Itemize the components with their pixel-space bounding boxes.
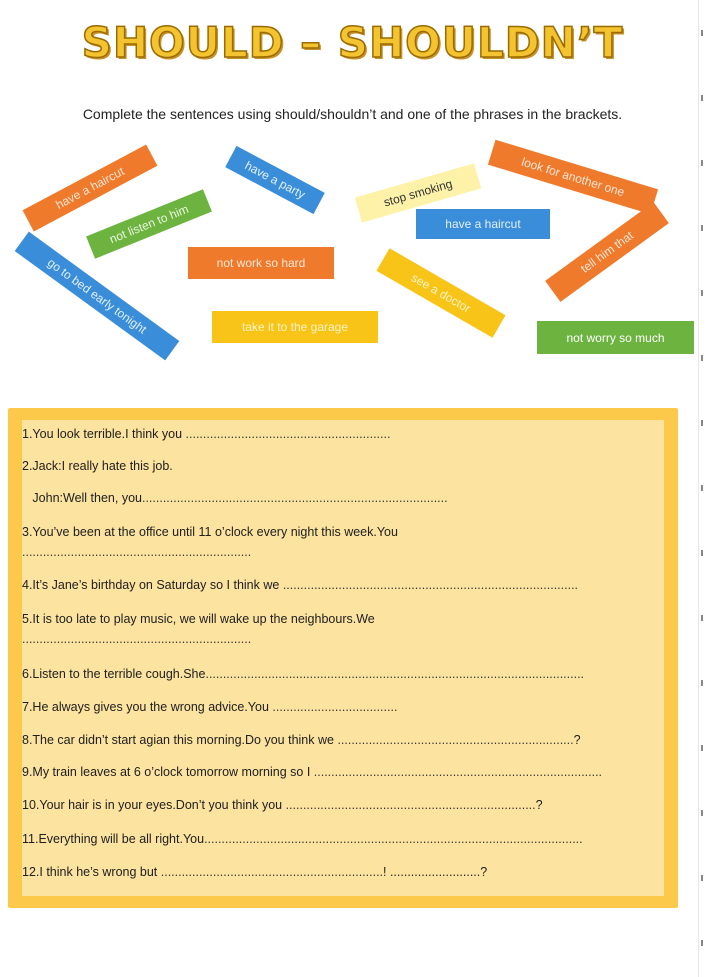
sentence-line: 1.You look terrible.I think you ...........................................................	[22, 427, 391, 441]
edge-mark	[701, 95, 703, 101]
edge-mark	[701, 875, 703, 881]
sentence-line: 4.It’s Jane’s birthday on Saturday so I think we .....................................................................................	[22, 578, 579, 592]
edge-mark	[701, 355, 703, 361]
phrase-tag: tell him that	[545, 202, 669, 302]
edge-mark	[701, 680, 703, 686]
edge-mark	[701, 160, 703, 166]
phrase-tag: not listen to him	[86, 189, 212, 258]
phrase-tag: not work so hard	[188, 247, 334, 279]
sentence-line: 2.Jack:I really hate this job.	[22, 459, 173, 473]
phrase-tag: have a party	[225, 146, 325, 214]
instruction-text: Complete the sentences using should/shouldn’t and one of the phrases in the brackets.	[82, 106, 623, 122]
phrase-tag: stop smoking	[355, 163, 481, 222]
sentence-line: 8.The car didn’t start agian this morning.Do you think we ....................................................................?	[22, 733, 581, 747]
phrase-tag: take it to the garage	[212, 311, 378, 343]
sentence-line: 10.Your hair is in your eyes.Don’t you think you ........................................................................?	[22, 798, 543, 812]
edge-mark	[701, 940, 703, 946]
edge-mark	[701, 745, 703, 751]
phrase-tag: have a haircut	[23, 145, 158, 232]
phrase-tag: go to bed early tonight	[15, 232, 180, 361]
edge-mark	[701, 550, 703, 556]
edge-mark	[701, 810, 703, 816]
sentence-line: John:Well then, you........................................................................................	[22, 491, 448, 505]
phrase-tag: look for another one	[488, 140, 658, 215]
phrase-tag: not worry so much	[537, 321, 694, 354]
sentence-line: 3.You’ve been at the office until 11 o’clock every night this week.You	[22, 525, 398, 539]
sentence-line: 9.My train leaves at 6 o’clock tomorrow morning so I ...................................................................................	[22, 765, 603, 779]
sentence-line: 12.I think he’s wrong but ................................................................! ..........................?	[22, 865, 488, 879]
page-title: SHOULD – SHOULDN’T	[81, 18, 624, 67]
sentence-line: 7.He always gives you the wrong advice.You ....................................	[22, 700, 398, 714]
sentence-line: 5.It is too late to play music, we will wake up the neighbours.We	[22, 612, 375, 626]
sentence-line: 11.Everything will be all right.You.............................................................................................................	[22, 832, 583, 846]
sentence-line: ..................................................................	[22, 545, 252, 559]
edge-mark	[701, 615, 703, 621]
sentence-line: 6.Listen to the terrible cough.She.............................................................................................................	[22, 667, 585, 681]
phrase-tag: see a doctor	[376, 248, 505, 338]
page-edge	[698, 0, 705, 977]
sentence-line: ..................................................................	[22, 632, 252, 646]
edge-mark	[701, 225, 703, 231]
phrase-tag: have a haircut	[416, 209, 550, 239]
edge-mark	[701, 420, 703, 426]
edge-mark	[701, 485, 703, 491]
edge-mark	[701, 290, 703, 296]
